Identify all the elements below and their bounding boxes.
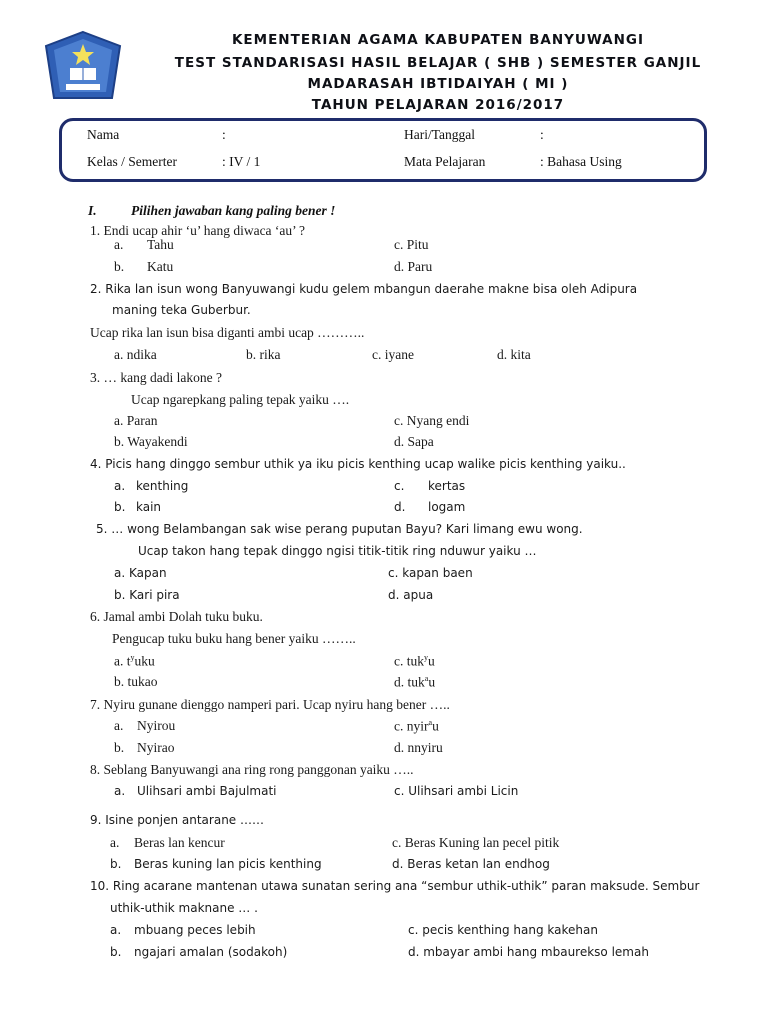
q10-a: mbuang peces lebih <box>134 923 256 937</box>
q5-c: c. kapan baen <box>388 566 473 580</box>
q6-prompt: Pengucap tuku buku hang bener yaiku …….. <box>112 631 356 646</box>
q6-a: a. $t^yuku$ <box>114 653 155 669</box>
kelas-label: Kelas / Semerter <box>87 154 177 169</box>
q3-c: c. Nyang endi <box>394 413 470 428</box>
document-header <box>0 0 768 115</box>
q8-text: 8. Seblang Banyuwangi ana ring rong panggonan yaiku ….. <box>90 762 414 777</box>
q8-c: c. Ulihsari ambi Licin <box>394 784 519 798</box>
header-line-4: TAHUN PELAJARAN 2016/2017 <box>311 97 565 113</box>
q3-prompt: Ucap ngarepkang paling tepak yaiku …. <box>131 392 350 407</box>
q4-c-label: c. <box>394 479 405 493</box>
q1-b-label: b. <box>114 259 125 274</box>
q9-d: d. Beras ketan lan endhog <box>392 857 550 871</box>
nama-colon: : <box>222 127 226 142</box>
q9-a-label: a. <box>110 835 120 850</box>
q3-d: d. Sapa <box>394 434 434 449</box>
q5-d: d. apua <box>388 588 434 602</box>
q10-text: 10. Ring acarane mantenan utawa sunatan sering ana “sembur uthik-uthik” paran maksude. Sembur <box>90 879 700 893</box>
student-info-box <box>59 118 707 182</box>
q6-text: 6. Jamal ambi Dolah tuku buku. <box>90 609 263 624</box>
q2-a: a. ndika <box>114 347 157 362</box>
q8-a-label: a. <box>114 784 126 798</box>
q2-text-2: maning teka Guberbur. <box>112 303 251 317</box>
q6-d: d. tuk$^a$u <box>394 674 436 690</box>
mapel-label: Mata Pelajaran <box>404 154 486 169</box>
q5-prompt: Ucap takon hang tepak dinggo ngisi titik-titik ring nduwur yaiku … <box>138 544 537 558</box>
q10-d: d. mbayar ambi hang mbaurekso lemah <box>408 945 649 959</box>
q6-c: c. tuk$^y$u <box>394 653 435 669</box>
q3-text: 3. … kang dadi lakone ? <box>90 370 222 385</box>
q9-text: 9. Isine ponjen antarane …… <box>90 813 264 827</box>
q7-d: d. nnyiru <box>394 740 443 755</box>
q2-prompt: Ucap rika lan isun bisa diganti ambi ucap ……….. <box>90 325 365 340</box>
q4-d: logam <box>428 500 466 514</box>
q2-c: c. iyane <box>372 347 414 362</box>
q5-a: a. Kapan <box>114 566 167 580</box>
q9-c: c. Beras Kuning lan pecel pitik <box>392 835 560 850</box>
q4-c: kertas <box>428 479 466 493</box>
hari-label: Hari/Tanggal <box>404 127 476 142</box>
q10-b: ngajari amalan (sodakoh) <box>134 945 288 959</box>
q2-d: d. kita <box>497 347 531 362</box>
q10-c: c. pecis kenthing hang kakehan <box>408 923 598 937</box>
q4-text: 4. Picis hang dinggo sembur uthik ya iku picis kenthing ucap walike picis kenthing yaiku.. <box>90 457 626 471</box>
header-line-2: TEST STANDARISASI HASIL BELAJAR ( SHB ) SEMESTER GANJIL <box>174 55 702 71</box>
hari-colon: : <box>540 127 544 142</box>
q1-d: d. Paru <box>394 259 433 274</box>
q1-c: c. Pitu <box>394 237 429 252</box>
section-number: I. <box>88 203 97 218</box>
q4-b: kain <box>136 500 162 514</box>
q10-b-label: b. <box>110 945 122 959</box>
header-line-3: MADARASAH IBTIDAIYAH ( MI ) <box>307 76 569 92</box>
kelas-value: : IV / 1 <box>222 154 261 169</box>
q2-text: 2. Rika lan isun wong Banyuwangi kudu gelem mbangun daerahe makne bisa oleh Adipura <box>90 282 638 296</box>
header-line-1: KEMENTERIAN AGAMA KABUPATEN BANYUWANGI <box>231 32 645 48</box>
q4-d-label: d. <box>394 500 406 514</box>
q2-b: b. rika <box>246 347 281 362</box>
q7-b-label: b. <box>114 740 125 755</box>
q1-a-label: a. <box>114 237 124 252</box>
q9-a: Beras lan kencur <box>134 835 225 850</box>
q4-a: kenthing <box>136 479 189 493</box>
q4-a-label: a. <box>114 479 126 493</box>
q9-b-label: b. <box>110 857 122 871</box>
q9-b: Beras kuning lan picis kenthing <box>134 857 322 871</box>
nama-label: Nama <box>87 127 120 142</box>
q7-text: 7. Nyiru gunane dienggo namperi pari. Ucap nyiru hang bener ….. <box>90 697 450 712</box>
q7-c: c. nyir$^a$u <box>394 718 439 734</box>
q7-a: Nyirou <box>137 718 176 733</box>
q1-b: Katu <box>147 259 174 274</box>
q4-b-label: b. <box>114 500 126 514</box>
section-title: Pilihen jawaban kang paling bener ! <box>131 203 336 218</box>
q7-a-label: a. <box>114 718 124 733</box>
q3-a: a. Paran <box>114 413 158 428</box>
q7-b: Nyirao <box>137 740 175 755</box>
q10-text-2: uthik-uthik maknane … . <box>110 901 258 915</box>
q1-text: 1. Endi ucap ahir ‘u’ hang diwaca ‘au’ ? <box>90 223 306 238</box>
q1-a: Tahu <box>147 237 174 252</box>
q6-b: b. tukao <box>114 674 158 689</box>
q3-b: b. Wayakendi <box>114 434 188 449</box>
q8-a: Ulihsari ambi Bajulmati <box>137 784 277 798</box>
q10-a-label: a. <box>110 923 122 937</box>
q5-b: b. Kari pira <box>114 588 180 602</box>
q5-text: 5. … wong Belambangan sak wise perang puputan Bayu? Kari limang ewu wong. <box>96 522 583 536</box>
mapel-value: : Bahasa Using <box>540 154 622 169</box>
